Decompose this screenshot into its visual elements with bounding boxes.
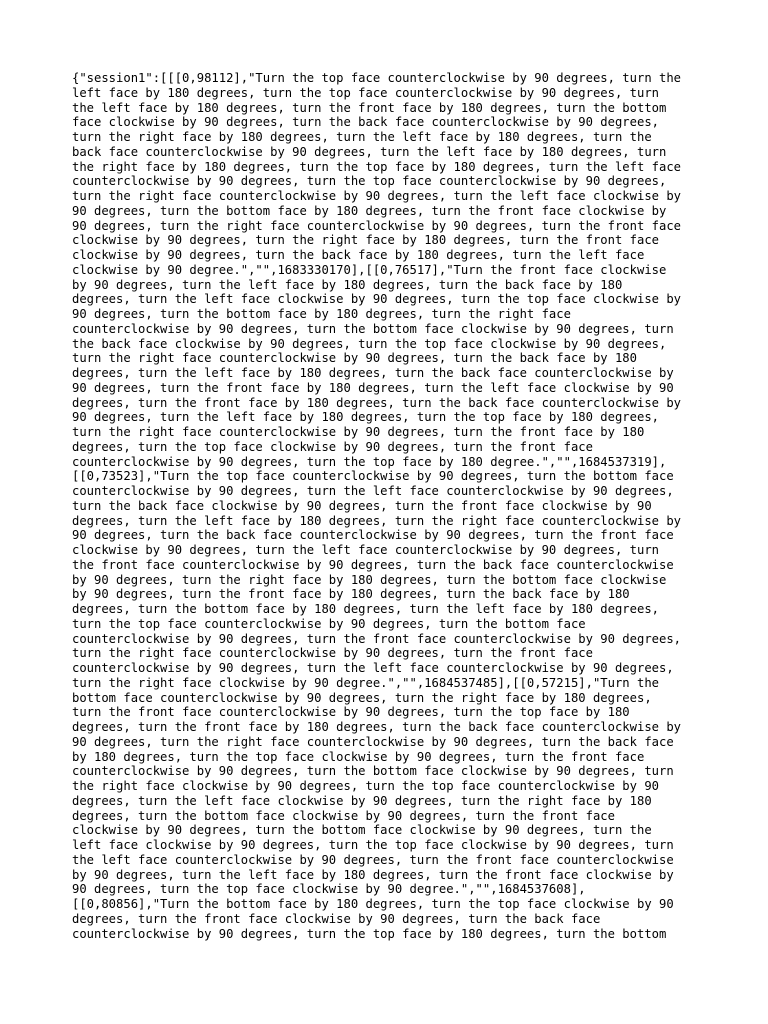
text-line: the left face counterclockwise by 90 degrees, turn the front face counterclockwise — [72, 852, 674, 867]
text-line: turn the right face by 180 degrees, turn the left face by 180 degrees, turn the — [72, 130, 652, 144]
text-line: [[0,80856],"Turn the bottom face by 180 degrees, turn the top face clockwise by 90 — [72, 897, 674, 911]
text-line: counterclockwise by 90 degrees, turn the top face by 180 degree.","",1684537319], — [72, 454, 667, 469]
text-line: clockwise by 90 degrees, turn the right face by 180 degrees, turn the front face — [72, 233, 659, 248]
text-line: by 90 degrees, turn the left face by 180 degrees, turn the back face by 180 — [72, 277, 623, 292]
text-line: the left face by 180 degrees, turn the front face by 180 degrees, turn the bottom — [72, 100, 667, 115]
text-line: counterclockwise by 90 degrees, turn the bottom face clockwise by 90 degrees, turn — [72, 321, 674, 336]
text-line: [[0,73523],"Turn the top face counterclockwise by 90 degrees, turn the bottom face — [72, 469, 674, 484]
text-line: the back face clockwise by 90 degrees, turn the top face clockwise by 90 degrees, — [72, 336, 667, 351]
text-line: 90 degrees, turn the top face clockwise by 90 degree.","",1684537608], — [72, 882, 586, 897]
text-line: 90 degrees, turn the back face counterclockwise by 90 degrees, turn the front face — [72, 528, 674, 543]
text-line: clockwise by 90 degrees, turn the back face by 180 degrees, turn the left face — [72, 248, 645, 262]
text-line: counterclockwise by 90 degrees, turn the left face counterclockwise by 90 degrees, — [72, 661, 674, 675]
text-line: turn the right face counterclockwise by 90 degrees, turn the left face clockwise by — [72, 189, 682, 203]
text-line: left face clockwise by 90 degrees, turn the top face clockwise by 90 degrees, turn — [72, 838, 674, 852]
text-line: turn the right face counterclockwise by 90 degrees, turn the front face by 180 — [72, 425, 645, 439]
text-line: by 90 degrees, turn the left face by 180 degrees, turn the front face clockwise by — [72, 867, 674, 882]
text-line: clockwise by 90 degree.","",1683330170],[[0,76517],"Turn the front face clockwise — [72, 262, 667, 277]
text-line: the front face counterclockwise by 90 degrees, turn the back face counterclockwise — [72, 557, 674, 572]
text-line: left face by 180 degrees, turn the top face counterclockwise by 90 degrees, turn — [72, 85, 659, 100]
text-line: 90 degrees, turn the bottom face by 180 degrees, turn the right face — [72, 307, 571, 321]
text-line: degrees, turn the left face clockwise by 90 degrees, turn the right face by 180 — [72, 793, 652, 808]
text-line: turn the right face counterclockwise by 90 degrees, turn the back face by 180 — [72, 351, 637, 366]
text-line: by 180 degrees, turn the top face clockwise by 90 degrees, turn the front face — [72, 749, 645, 764]
text-line: the right face clockwise by 90 degrees, turn the top face counterclockwise by 90 — [72, 779, 659, 793]
text-line: counterclockwise by 90 degrees, turn the bottom face clockwise by 90 degrees, turn — [72, 764, 674, 779]
text-line: 90 degrees, turn the front face by 180 degrees, turn the left face clockwise by 90 — [72, 380, 674, 395]
document-page — [72, 71, 702, 941]
text-line: back face counterclockwise by 90 degrees, turn the left face by 180 degrees, turn — [72, 144, 667, 159]
text-line: 90 degrees, turn the left face by 180 degrees, turn the top face by 180 degrees, — [72, 410, 659, 425]
text-line: 90 degrees, turn the right face counterclockwise by 90 degrees, turn the front face — [72, 218, 682, 233]
text-line: counterclockwise by 90 degrees, turn the left face counterclockwise by 90 degrees, — [72, 484, 674, 498]
text-line: degrees, turn the bottom face clockwise by 90 degrees, turn the front face — [72, 808, 615, 823]
text-line: turn the top face counterclockwise by 90 degrees, turn the bottom face — [72, 616, 586, 631]
text-line: degrees, turn the front face by 180 degrees, turn the back face counterclockwise by — [72, 720, 682, 734]
text-line: {"session1":[[[0,98112],"Turn the top face counterclockwise by 90 degrees, turn the — [72, 71, 682, 85]
text-line: counterclockwise by 90 degrees, turn the front face counterclockwise by 90 degrees, — [72, 631, 682, 646]
text-line: clockwise by 90 degrees, turn the bottom face clockwise by 90 degrees, turn the — [72, 823, 652, 838]
text-line: degrees, turn the top face clockwise by 90 degrees, turn the front face — [72, 439, 593, 454]
text-line: degrees, turn the left face by 180 degrees, turn the back face counterclockwise by — [72, 366, 674, 380]
text-line: face clockwise by 90 degrees, turn the back face counterclockwise by 90 degrees, — [72, 115, 659, 130]
text-line: clockwise by 90 degrees, turn the left face counterclockwise by 90 degrees, turn — [72, 543, 659, 557]
text-line: counterclockwise by 90 degrees, turn the top face counterclockwise by 90 degrees, — [72, 174, 667, 189]
text-line: degrees, turn the front face clockwise by 90 degrees, turn the back face — [72, 911, 601, 926]
text-line: degrees, turn the front face by 180 degrees, turn the back face counterclockwise by — [72, 395, 682, 410]
text-line: 90 degrees, turn the bottom face by 180 degrees, turn the front face clockwise by — [72, 203, 667, 218]
text-line: turn the front face counterclockwise by 90 degrees, turn the top face by 180 — [72, 705, 630, 720]
text-line: turn the back face clockwise by 90 degrees, turn the front face clockwise by 90 — [72, 498, 652, 513]
text-line: by 90 degrees, turn the front face by 180 degrees, turn the back face by 180 — [72, 587, 630, 602]
text-line: turn the right face clockwise by 90 degree.","",1684537485],[[0,57215],"Turn the — [72, 675, 659, 690]
text-line: 90 degrees, turn the right face counterclockwise by 90 degrees, turn the back face — [72, 734, 674, 749]
text-line: by 90 degrees, turn the right face by 180 degrees, turn the bottom face clockwise — [72, 572, 667, 587]
text-line: degrees, turn the left face clockwise by 90 degrees, turn the top face clockwise by — [72, 292, 682, 307]
json-text-body — [72, 71, 702, 941]
text-line: turn the right face counterclockwise by 90 degrees, turn the front face — [72, 646, 593, 661]
text-line: the right face by 180 degrees, turn the top face by 180 degrees, turn the left face — [72, 159, 682, 174]
text-line: bottom face counterclockwise by 90 degrees, turn the right face by 180 degrees, — [72, 690, 652, 705]
text-line: degrees, turn the left face by 180 degrees, turn the right face counterclockwise by — [72, 513, 682, 528]
text-line: counterclockwise by 90 degrees, turn the top face by 180 degrees, turn the bottom — [72, 926, 667, 941]
text-line: degrees, turn the bottom face by 180 degrees, turn the left face by 180 degrees, — [72, 602, 659, 616]
